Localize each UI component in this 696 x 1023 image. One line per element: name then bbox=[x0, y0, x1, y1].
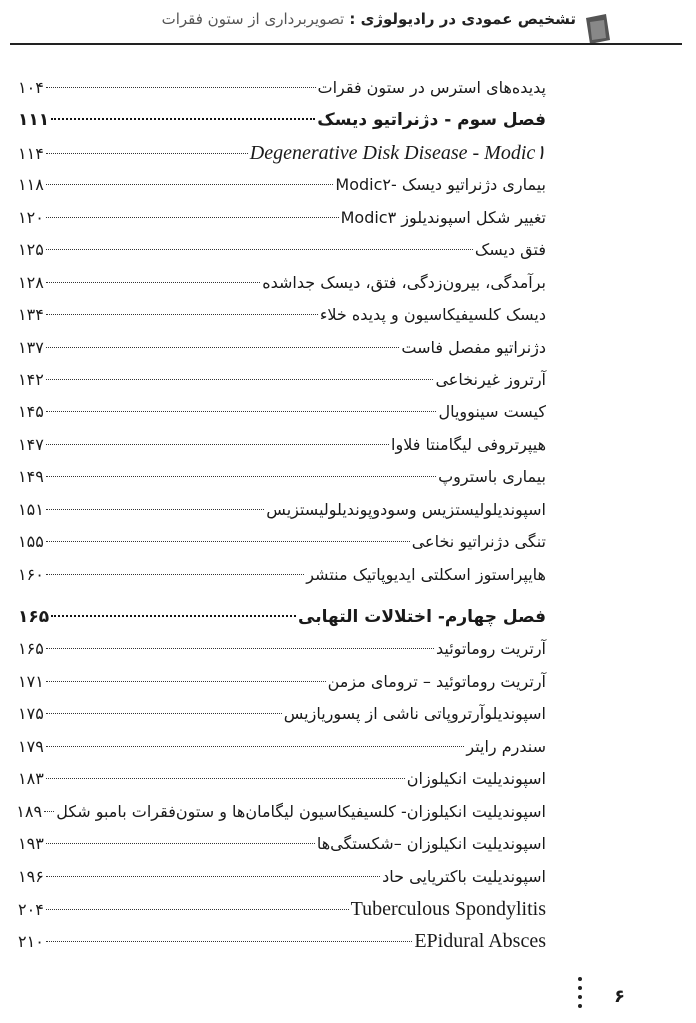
entry-title: دیسک کلسیفیکاسیون و پدیده خلاء bbox=[319, 305, 546, 325]
header-rule bbox=[10, 43, 682, 45]
page-number: ۲۰۴ bbox=[18, 899, 44, 919]
dot-leader bbox=[46, 681, 326, 682]
page-number: ۱۶۰ bbox=[18, 564, 44, 584]
toc-entry-row bbox=[18, 893, 546, 925]
toc-entry-row bbox=[18, 666, 546, 698]
chapter-title: فصل چهارم- اختلالات التهابی bbox=[298, 607, 546, 627]
dot-leader bbox=[44, 811, 54, 812]
dot-leader bbox=[46, 909, 349, 910]
page-number: ۱۵۵ bbox=[18, 532, 44, 552]
page-number: ۱۱۸ bbox=[18, 175, 44, 195]
toc-entry-row bbox=[18, 494, 546, 526]
footer-dots bbox=[578, 977, 584, 1017]
entry-title: Tuberculous Spondylitis bbox=[350, 897, 546, 920]
toc-entry-row bbox=[18, 698, 546, 730]
entry-title: EPidural Absces bbox=[414, 930, 546, 953]
entry-title: سندرم رایتر bbox=[466, 736, 546, 756]
toc-entry-row bbox=[18, 364, 546, 396]
toc-entry-row bbox=[18, 559, 546, 591]
page-number: ۱۸۳ bbox=[18, 769, 44, 789]
dot-leader bbox=[46, 941, 412, 942]
toc-entry-row bbox=[18, 396, 546, 428]
toc-entry-row bbox=[18, 267, 546, 299]
entry-title: Degenerative Disk Disease - Modic۱ bbox=[249, 141, 546, 164]
entry-title: بیماری دژنراتیو دیسک -Modic۲ bbox=[335, 175, 546, 195]
dot-leader bbox=[46, 217, 339, 218]
entry-title: اسپوندیلیت باکتریایی حاد bbox=[382, 866, 546, 886]
toc-entry-row bbox=[18, 461, 546, 493]
entry-title: آرتریت روماتوئید bbox=[436, 639, 546, 659]
entry-title: اسپوندیلیت انکیلوزان- کلسیفیکاسیون لیگامان‌ها و ستون‌فقرات بامبو شکل bbox=[56, 801, 546, 821]
entry-title: اسپوندیلیت انکیلوزان –شکستگی‌ها bbox=[316, 834, 546, 854]
toc-entry-row bbox=[18, 299, 546, 331]
page-number: ۱۳۴ bbox=[18, 305, 44, 325]
dot-leader bbox=[46, 713, 282, 714]
entry-title: آرتروز غیرنخاعی bbox=[435, 369, 546, 389]
dot-leader bbox=[46, 347, 399, 348]
toc-entry-row bbox=[18, 137, 546, 169]
page-number: ۱۷۵ bbox=[18, 704, 44, 724]
table-of-contents bbox=[18, 72, 546, 958]
page-number: ۱۱۴ bbox=[18, 143, 44, 163]
page-number: ۱۴۲ bbox=[18, 369, 44, 389]
page-number: ۱۲۸ bbox=[18, 272, 44, 292]
entry-title: اسپوندیلیت انکیلوزان bbox=[406, 769, 546, 789]
toc-entry-row bbox=[18, 332, 546, 364]
dot-leader bbox=[46, 184, 333, 185]
page-number: ۱۱۱ bbox=[18, 110, 50, 131]
page-number: ۱۸۹ bbox=[16, 801, 43, 821]
entry-title: تنگی دژنراتیو نخاعی bbox=[411, 532, 546, 552]
page-number: ۱۰۴ bbox=[18, 78, 44, 97]
footer-page-number: ۶ bbox=[614, 986, 625, 1007]
entry-title: کیست سینوویال bbox=[438, 402, 546, 422]
dot-leader bbox=[46, 541, 410, 542]
entry-title: هایپراستوز اسکلتی ایدیوپاتیک منتشر bbox=[306, 564, 546, 584]
dot-leader bbox=[46, 314, 318, 315]
dot-leader bbox=[46, 746, 464, 747]
dot-leader bbox=[46, 876, 380, 877]
entry-title: فتق دیسک bbox=[474, 240, 546, 260]
page-number: ۱۹۳ bbox=[18, 834, 44, 854]
toc-entry-row bbox=[18, 763, 546, 795]
dot-leader bbox=[51, 118, 315, 120]
toc-entry-row bbox=[18, 234, 546, 266]
header-title-light: تصویربرداری از ستون فقرات bbox=[161, 10, 345, 28]
entry-title: پدیده‌های استرس در ستون فقرات bbox=[317, 78, 546, 97]
toc-entry-row bbox=[18, 633, 546, 665]
dot-leader bbox=[46, 411, 436, 412]
dot-leader bbox=[46, 574, 304, 575]
toc-entry-row bbox=[18, 731, 546, 763]
entry-title: اسپوندیلولیستزیس وسودوپوندیلولیستزیس bbox=[266, 499, 546, 519]
toc-entry-row bbox=[18, 861, 546, 893]
entry-title: آرتریت روماتوئید – ترومای مزمن bbox=[327, 671, 546, 691]
page-number: ۱۲۵ bbox=[18, 240, 44, 260]
dot-leader bbox=[46, 778, 405, 779]
dot-leader bbox=[46, 843, 315, 844]
dot-leader bbox=[46, 282, 260, 283]
header-title-bold: تشخیص عمودی در رادیولوژی : bbox=[344, 10, 576, 28]
entry-title: هیپرتروفی لیگامنتا فلاوا bbox=[391, 434, 546, 454]
toc-entry-row bbox=[18, 828, 546, 860]
dot-leader bbox=[46, 87, 316, 88]
page-number: ۱۴۷ bbox=[18, 434, 44, 454]
entry-title: بیماری باستروپ bbox=[438, 467, 546, 487]
chapter-title: فصل سوم - دژنراتیو دیسک bbox=[317, 110, 546, 131]
chapter-heading-row bbox=[18, 601, 546, 633]
page-number: ۱۷۹ bbox=[18, 736, 44, 756]
toc-entry-row bbox=[18, 429, 546, 461]
entry-title: تغییر شکل اسپوندیلوز Modic۳ bbox=[340, 207, 546, 227]
toc-entry-row bbox=[18, 202, 546, 234]
entry-title: دژنراتیو مفصل فاست bbox=[401, 337, 546, 357]
chapter-heading-row bbox=[18, 104, 546, 136]
book-emblem-icon bbox=[584, 14, 612, 44]
page-number: ۱۵۱ bbox=[18, 499, 44, 519]
page-number: ۱۶۵ bbox=[18, 607, 50, 627]
page-number: ۱۶۵ bbox=[18, 639, 44, 659]
dot-leader bbox=[51, 615, 296, 617]
dot-leader bbox=[46, 444, 389, 445]
entry-title: برآمدگی، بیرون‌زدگی، فتق، دیسک جداشده bbox=[262, 272, 546, 292]
toc-entry-row bbox=[18, 72, 546, 104]
page-number: ۱۴۵ bbox=[18, 402, 44, 422]
page-number: ۱۷۱ bbox=[18, 671, 44, 691]
header-title bbox=[162, 10, 576, 28]
toc-entry-row bbox=[18, 796, 546, 828]
page-number: ۱۲۰ bbox=[18, 207, 44, 227]
entry-title: اسپوندیلوآرتروپاتی ناشی از پسوریازیس bbox=[283, 704, 546, 724]
page-number: ۲۱۰ bbox=[18, 932, 44, 952]
dot-leader bbox=[46, 153, 248, 154]
dot-leader bbox=[46, 509, 264, 510]
dot-leader bbox=[46, 249, 473, 250]
page-number: ۱۴۹ bbox=[18, 467, 44, 487]
toc-entry-row bbox=[18, 169, 546, 201]
page-number: ۱۳۷ bbox=[18, 337, 44, 357]
dot-leader bbox=[46, 476, 436, 477]
dot-leader bbox=[46, 648, 434, 649]
toc-entry-row bbox=[18, 526, 546, 558]
dot-leader bbox=[46, 379, 433, 380]
toc-entry-row bbox=[18, 925, 546, 957]
page-number: ۱۹۶ bbox=[18, 866, 44, 886]
running-header bbox=[0, 0, 696, 48]
